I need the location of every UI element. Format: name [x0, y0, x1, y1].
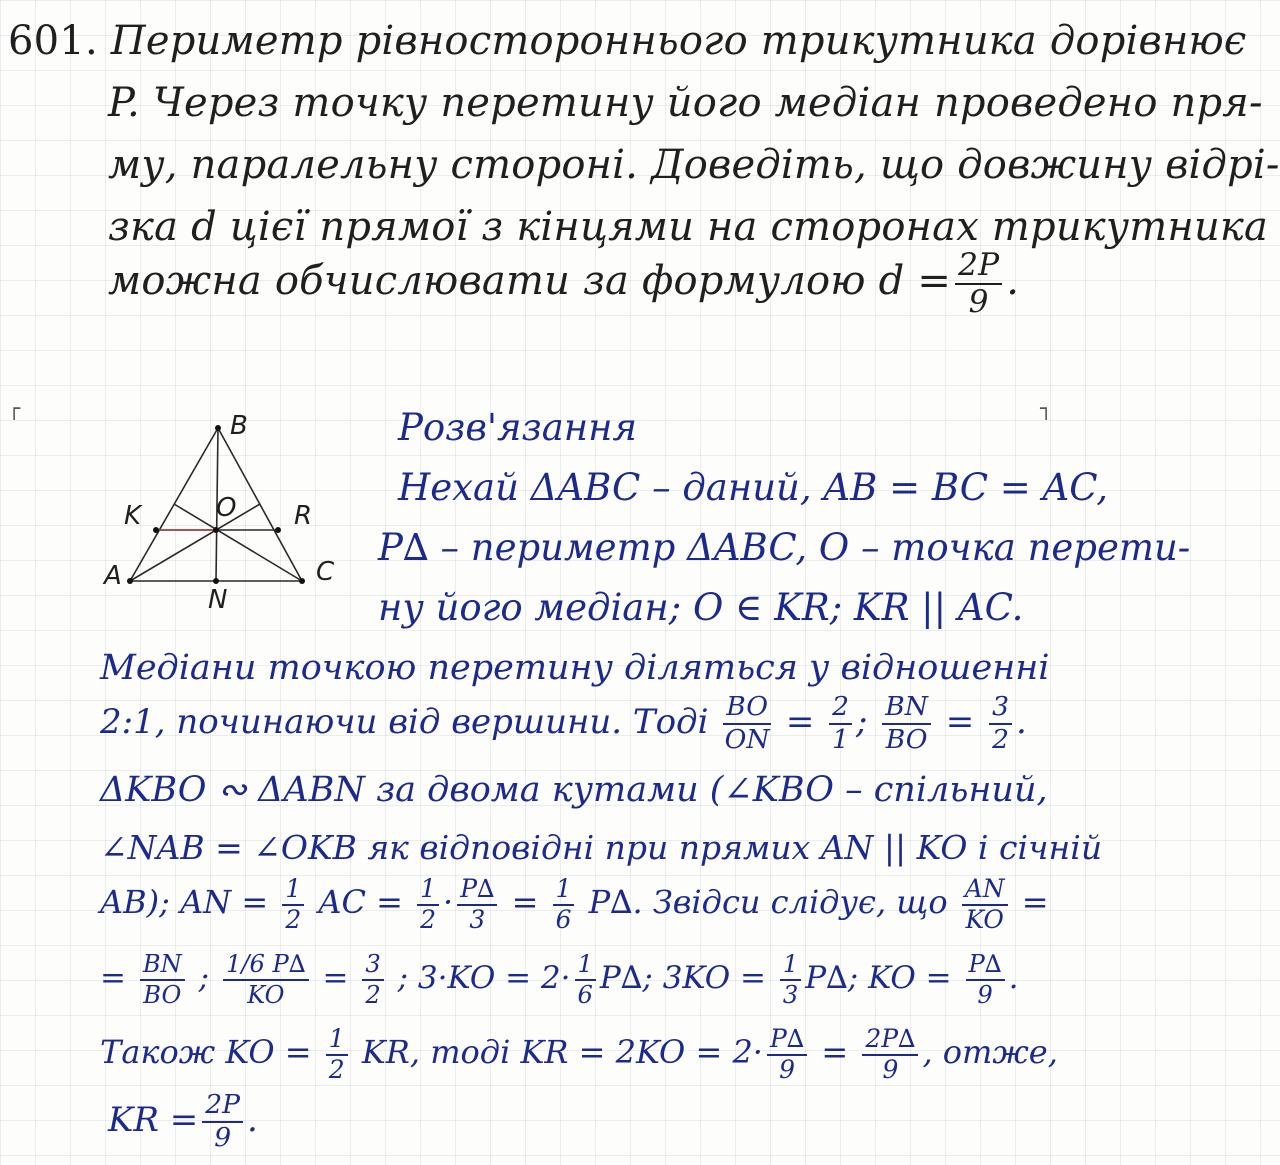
point-r [275, 527, 281, 533]
l10-d: , отже, [922, 1033, 1058, 1071]
solution-line-10 [100, 1022, 1058, 1082]
frac-p-3 [457, 873, 497, 934]
frac-den: 9 [214, 1122, 232, 1153]
frac-num: BN [882, 694, 931, 725]
l8-b: AC = [318, 883, 403, 921]
frac-num: 3 [989, 694, 1012, 725]
frac-num: 2P∆ [862, 1027, 918, 1056]
frac-den: 2 [365, 980, 381, 1009]
l10-a: Також KO = [100, 1033, 312, 1071]
l10-c: = [821, 1033, 849, 1071]
l8-d: P∆. Звідси слідує, що [588, 883, 948, 921]
frac-1-3 [780, 950, 801, 1009]
solution-line-11 [108, 1090, 258, 1152]
frac-1-2c [326, 1023, 348, 1084]
frac-3-2 [989, 691, 1012, 755]
frac-3-2b [362, 950, 383, 1009]
frac-num: 3 [362, 952, 383, 980]
solution-line-3: ну його медіан; O ∈ KR; KR || AC. [378, 586, 1024, 629]
l9-h: . [1008, 960, 1019, 996]
solution-line-8 [100, 872, 1049, 932]
label-b: B [230, 411, 248, 441]
l9-e: P∆; 3KO = [599, 960, 767, 996]
frac-num: BN [140, 952, 185, 980]
frac-den: 2 [420, 904, 437, 934]
l9-b: ; [198, 960, 210, 996]
frac-den: 3 [469, 904, 486, 934]
frac-p-9b [767, 1023, 807, 1084]
l9-d: ; 3·KO = 2· [397, 960, 571, 996]
solution-line-4: Медіани точкою перетину діляться у відношенні [100, 648, 1050, 688]
frac-num: P∆ [767, 1027, 807, 1056]
frac-1-2b [417, 873, 439, 934]
solution-line-7: ∠NAB = ∠OKB як відповідні при прямих AN || KO і січній [100, 828, 1103, 867]
label-k: K [124, 501, 142, 531]
label-o: O [216, 493, 237, 523]
frac-num: 1 [780, 952, 801, 980]
triangle-svg [90, 398, 350, 618]
frac-den: 9 [779, 1054, 796, 1084]
problem-line-5 [108, 247, 1020, 321]
frac-num: BO [723, 694, 771, 725]
frac-p6-ko [223, 950, 309, 1009]
frac-den: BO [143, 980, 182, 1009]
frac-num: 1/6 P∆ [223, 952, 309, 980]
formula-numerator: 2P [955, 250, 1002, 285]
frac-den: 1 [832, 724, 850, 755]
problem-text: Периметр рівностороннього трикутника дорівнює [110, 18, 1247, 64]
frac-den: 2 [992, 724, 1009, 755]
l8-e: = [1021, 883, 1049, 921]
end: . [1015, 702, 1027, 742]
l9-g: P∆; KO = [805, 960, 952, 996]
problem-line-4: зка d цієї прямої з кінцями на сторонах трикутника [108, 204, 1269, 250]
formula-tail: . [1006, 258, 1020, 305]
frac-num: 1 [575, 952, 596, 980]
frac-bn-bo-2 [140, 950, 185, 1009]
frac-den: BO [885, 724, 928, 755]
solution-line-6: ΔKBO ∾ ΔABN за двома кутами (∠KBO – спільний, [100, 770, 1048, 810]
l8-c: = [511, 883, 539, 921]
solution-line-9 [100, 948, 1019, 1008]
frac-num: 1 [553, 877, 575, 906]
label-n: N [208, 585, 228, 615]
frac-1-6b [575, 950, 596, 1009]
point-c [299, 578, 305, 584]
eq: = [785, 702, 815, 742]
dot: · [443, 883, 454, 921]
frac-2p-9 [862, 1023, 918, 1084]
formula-lhs: d = [878, 258, 952, 305]
frac-num: AN [962, 877, 1008, 906]
frac-num: 2P [202, 1092, 243, 1123]
frac-den: 2 [328, 1054, 345, 1084]
point-k [153, 527, 159, 533]
l11-a: KR = [108, 1100, 199, 1140]
frac-den: KO [965, 904, 1004, 934]
frac-den: KO [247, 980, 285, 1009]
frac-2p-9-final [202, 1089, 243, 1153]
l9-c: = [322, 960, 349, 996]
frac-num: P∆ [457, 877, 497, 906]
frac-1-2 [282, 873, 304, 934]
frac-num: P∆ [966, 952, 1005, 980]
frac-den: 9 [977, 980, 993, 1009]
frac-an-ko [962, 873, 1008, 934]
frac-1-6 [553, 873, 575, 934]
l9-a: = [100, 960, 126, 996]
eq: = [945, 702, 975, 742]
frac-p-9 [966, 950, 1005, 1009]
frac-den: ON [724, 724, 770, 755]
label-c: C [316, 557, 335, 587]
solution-heading: Розв'язання [398, 406, 638, 449]
frac-num: 1 [326, 1027, 348, 1056]
median-c [174, 504, 302, 581]
frac-num: 1 [282, 877, 304, 906]
formula-fraction [955, 247, 1002, 321]
problem-line-1 [8, 10, 1247, 72]
sep: ; [856, 702, 868, 742]
point-n [213, 578, 219, 584]
frac-den: 2 [285, 904, 302, 934]
frac-den: 6 [555, 904, 572, 934]
label-a: A [104, 561, 122, 591]
solution-line-5 [100, 692, 1027, 754]
line5-text: 2:1, починаючи від вершини. Тоді [100, 702, 709, 742]
point-o [213, 527, 219, 533]
problem-line-5-text: можна обчислювати за формулою [108, 258, 866, 305]
frac-bn-bo [882, 691, 931, 755]
label-r: R [294, 501, 313, 531]
point-a [127, 578, 133, 584]
frac-den: 9 [882, 1054, 899, 1084]
formula-denominator: 9 [968, 284, 989, 321]
problem-number: 601. [8, 18, 98, 64]
frac-den: 3 [782, 980, 799, 1009]
frac-2-1 [829, 691, 852, 755]
point-b [215, 425, 221, 431]
solution-line-1: Нехай ΔABC – даний, AB = BC = AC, [398, 466, 1109, 509]
corner-mark-right: ┐ [1040, 396, 1053, 420]
l8-a: AB); AN = [100, 883, 269, 921]
problem-line-3: му, паралельну стороні. Доведіть, що довжину відрі- [108, 142, 1280, 188]
l10-b: KR, тоді KR = 2KO = 2· [361, 1033, 763, 1071]
frac-den: 6 [577, 980, 593, 1009]
corner-mark-left: ┌ [8, 396, 21, 420]
problem-line-2: P. Через точку перетину його медіан проведено пря- [108, 80, 1263, 126]
median-a [130, 504, 260, 581]
frac-num: 2 [829, 694, 852, 725]
l11-b: . [247, 1100, 258, 1140]
solution-line-2: P∆ – периметр ΔABC, O – точка перети- [378, 526, 1191, 569]
triangle-diagram [90, 398, 350, 618]
frac-bo-on [723, 691, 771, 755]
frac-num: 1 [417, 877, 439, 906]
